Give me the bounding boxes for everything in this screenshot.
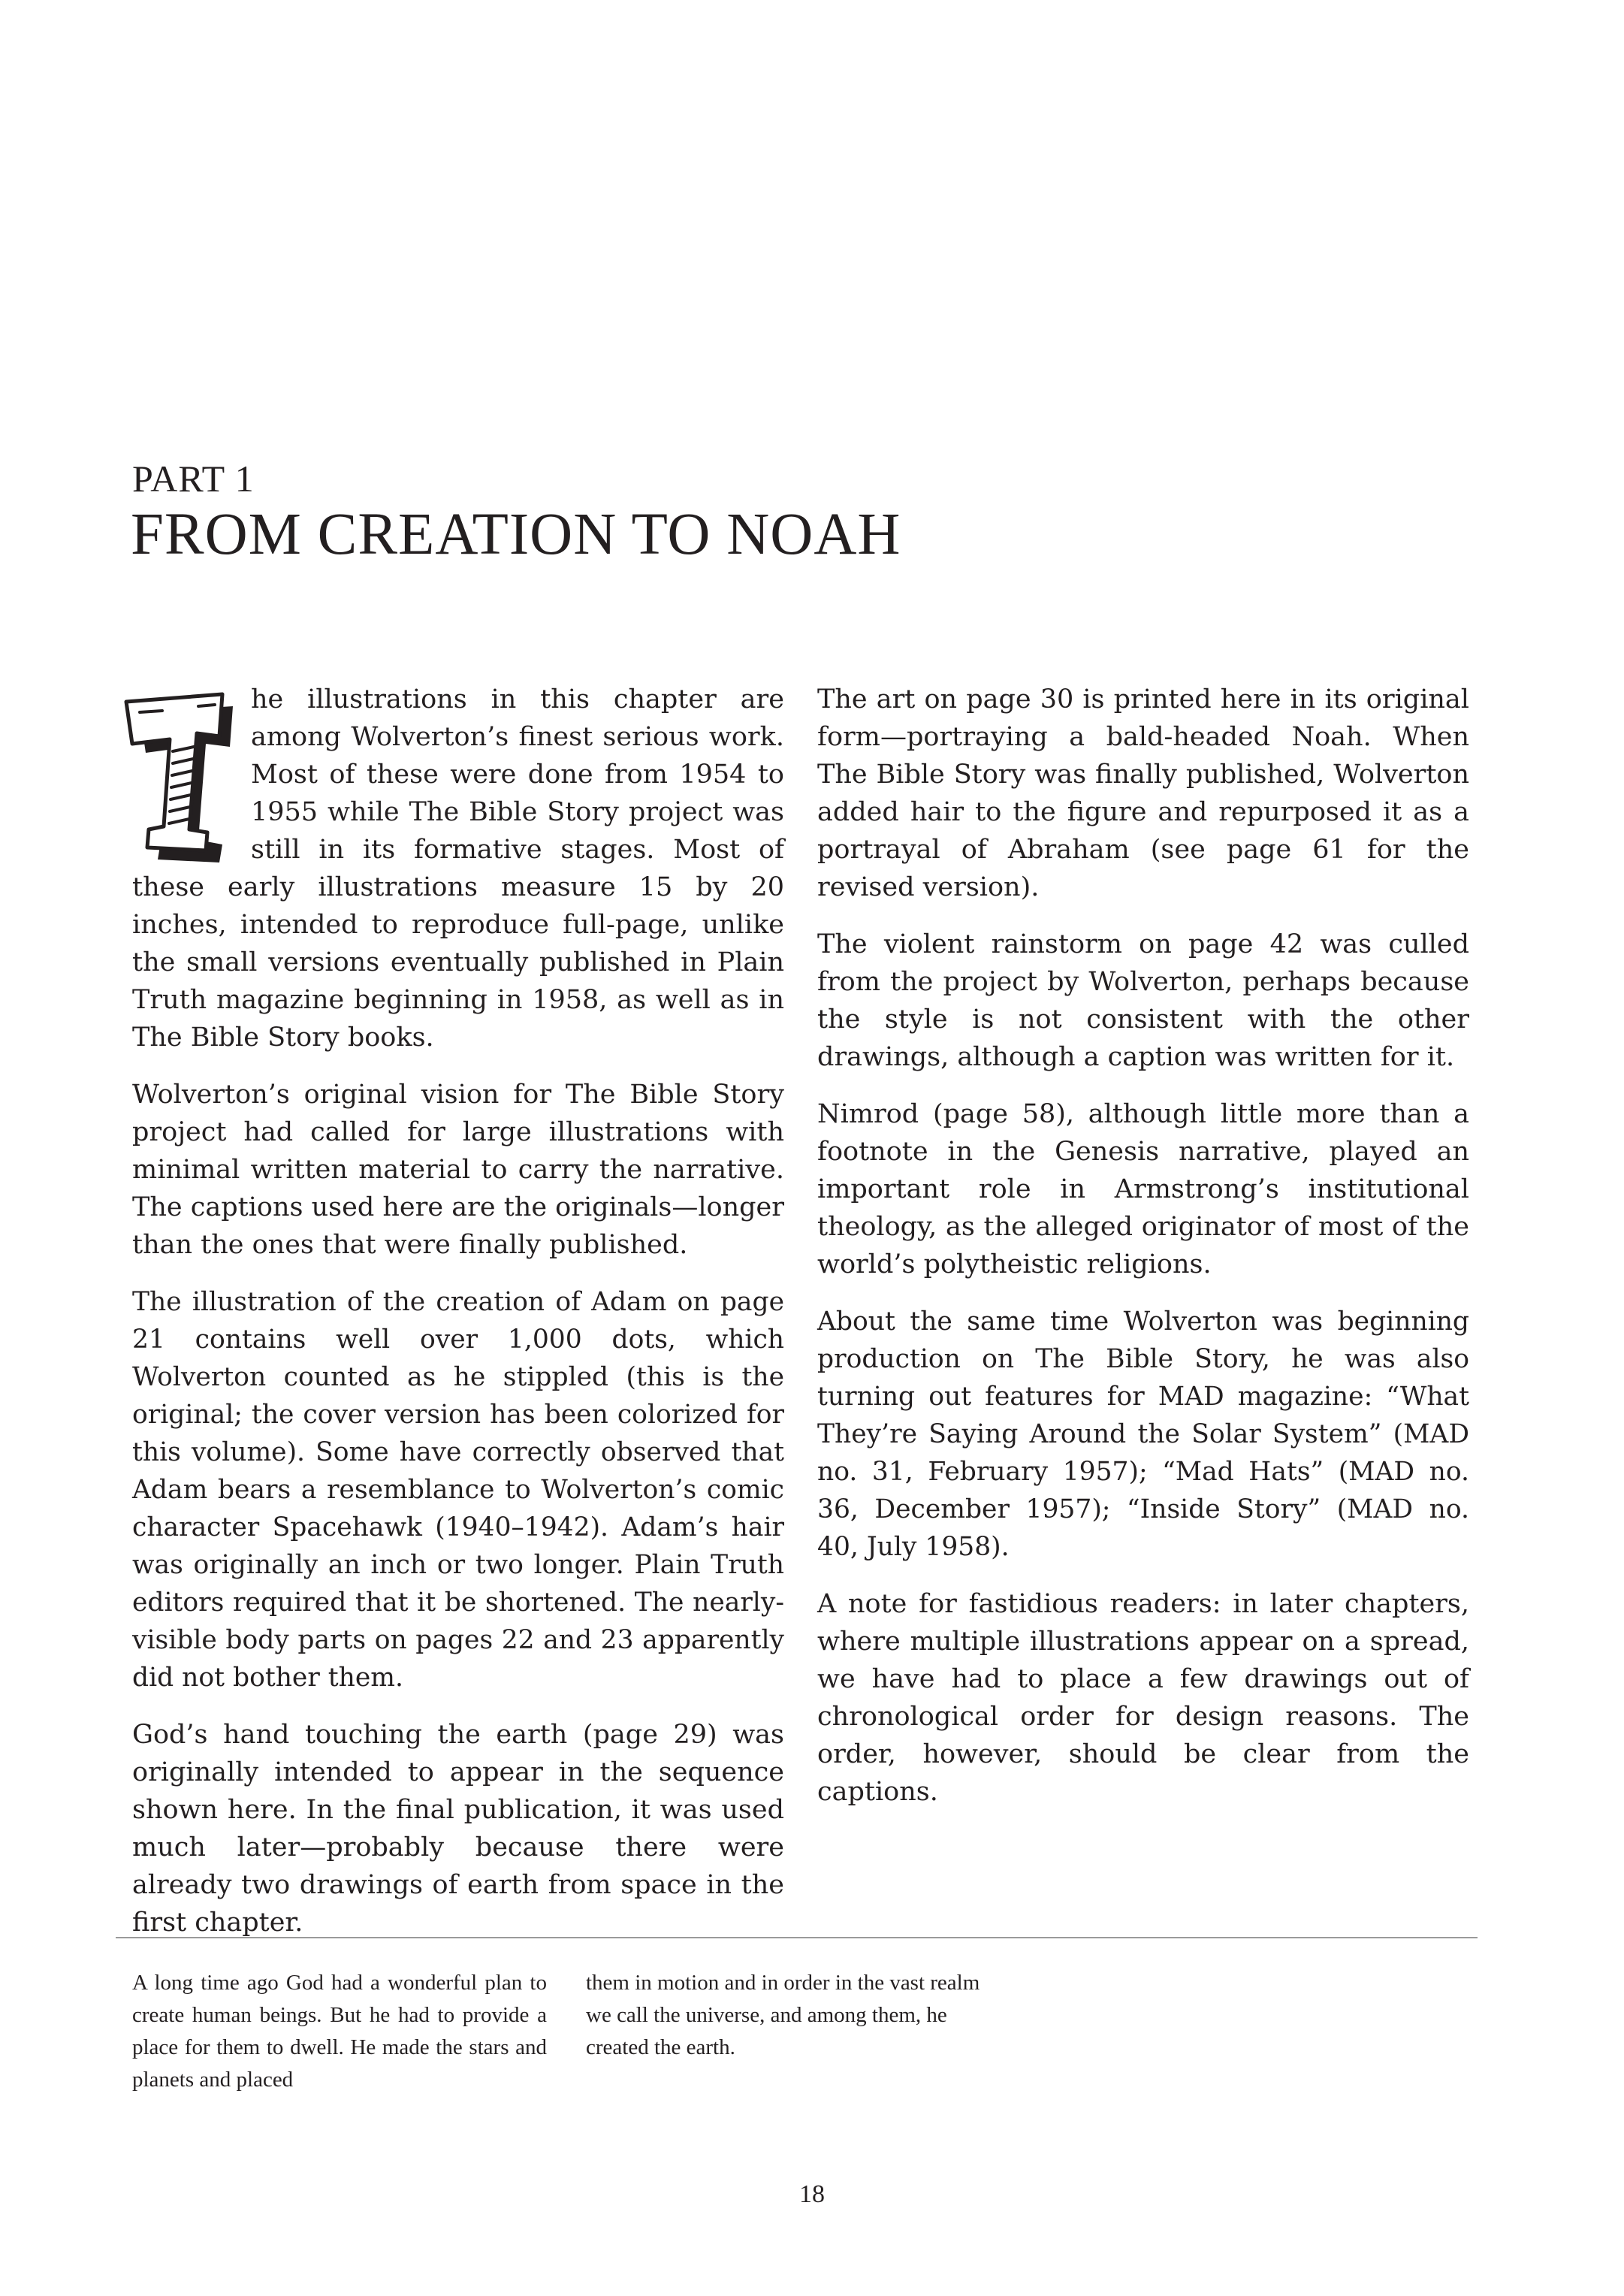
caption-right: them in motion and in order in the vast realm we call the universe, and among them, he created the earth. [586,1971,980,2059]
left-paragraph-2: Wolverton’s original vision for The Bible Story project had called for large illustrations with minimal written material to carry the narrative. The captions used here are the originals—longer than the ones that were finally published. [132,1080,784,1260]
part-label: PART 1 [132,458,255,500]
page-number: 18 [799,2180,825,2208]
drop-cap-t-graphic [110,685,239,864]
caption-divider [116,1937,1478,1938]
right-paragraph-1: The art on page 30 is printed here in its original form—portraying a bald-headed Noah. When The Bible Story was finally published, Wolverton added hair to the figure and repurposed it as a portrayal of Abraham (see page 61 for the revised version). [817,684,1469,902]
right-column [817,681,1469,1830]
right-paragraph-3: Nimrod (page 58), although little more than a footnote in the Genesis narrative, played an important role in Armstrong’s institutional theology, as the alleged originator of most of the world’s polytheistic religions. [817,1099,1469,1279]
left-paragraph-4: God’s hand touching the earth (page 29) was originally intended to appear in the sequence shown here. In the final publication, it was used much later—probably because there were already two drawings of earth from space in the first chapter. [132,1720,784,1938]
caption-left: A long time ago God had a wonderful plan to create human beings. But he had to provide a place for them to dwell. He made the stars and planets and placed [132,1971,547,2092]
left-column [132,681,784,1961]
left-paragraph-1: he illustrations in this chapter are among Wolverton’s finest serious work. Most of these were done from 1954 to 1955 while The Bible Story project was still in its formative stages. Most of these early illustrations measure 15 by 20 inches, intended to reproduce full-page, unlike the small versions eventually published in Plain Truth magazine beginning in 1958, as well as in The Bible Story books. [132,684,784,1053]
part-title: FROM CREATION TO NOAH [131,502,901,567]
right-paragraph-2: The violent rainstorm on page 42 was culled from the project by Wolverton, perhaps because the style is not consistent with the other drawings, although a caption was written for it. [817,929,1469,1072]
left-paragraph-3: The illustration of the creation of Adam on page 21 contains well over 1,000 dots, which Wolverton counted as he stippled (this is the original; the cover version has been colorized for this volume). Some have correctly observed that Adam bears a resemblance to Wolverton’s comic character Spacehawk (1940–1942). Adam’s hair was originally an inch or two longer. Plain Truth editors required that it be shortened. The nearly-visible body parts on pages 22 and 23 apparently did not bother them. [132,1287,784,1693]
drop-cap-t [110,685,239,864]
right-paragraph-5: A note for fastidious readers: in later chapters, where multiple illustrations appear on a spread, we have had to place a few drawings out of chronological order for design reasons. The order, however, should be clear from the captions. [817,1589,1469,1807]
right-paragraph-4: About the same time Wolverton was beginning production on The Bible Story, he was also turning out features for MAD magazine: “What They’re Saying Around the Solar System” (MAD no. 31, February 1957); “Mad Hats” (MAD no. 36, December 1957); “Inside Story” (MAD no. 40, July 1958). [817,1307,1469,1562]
